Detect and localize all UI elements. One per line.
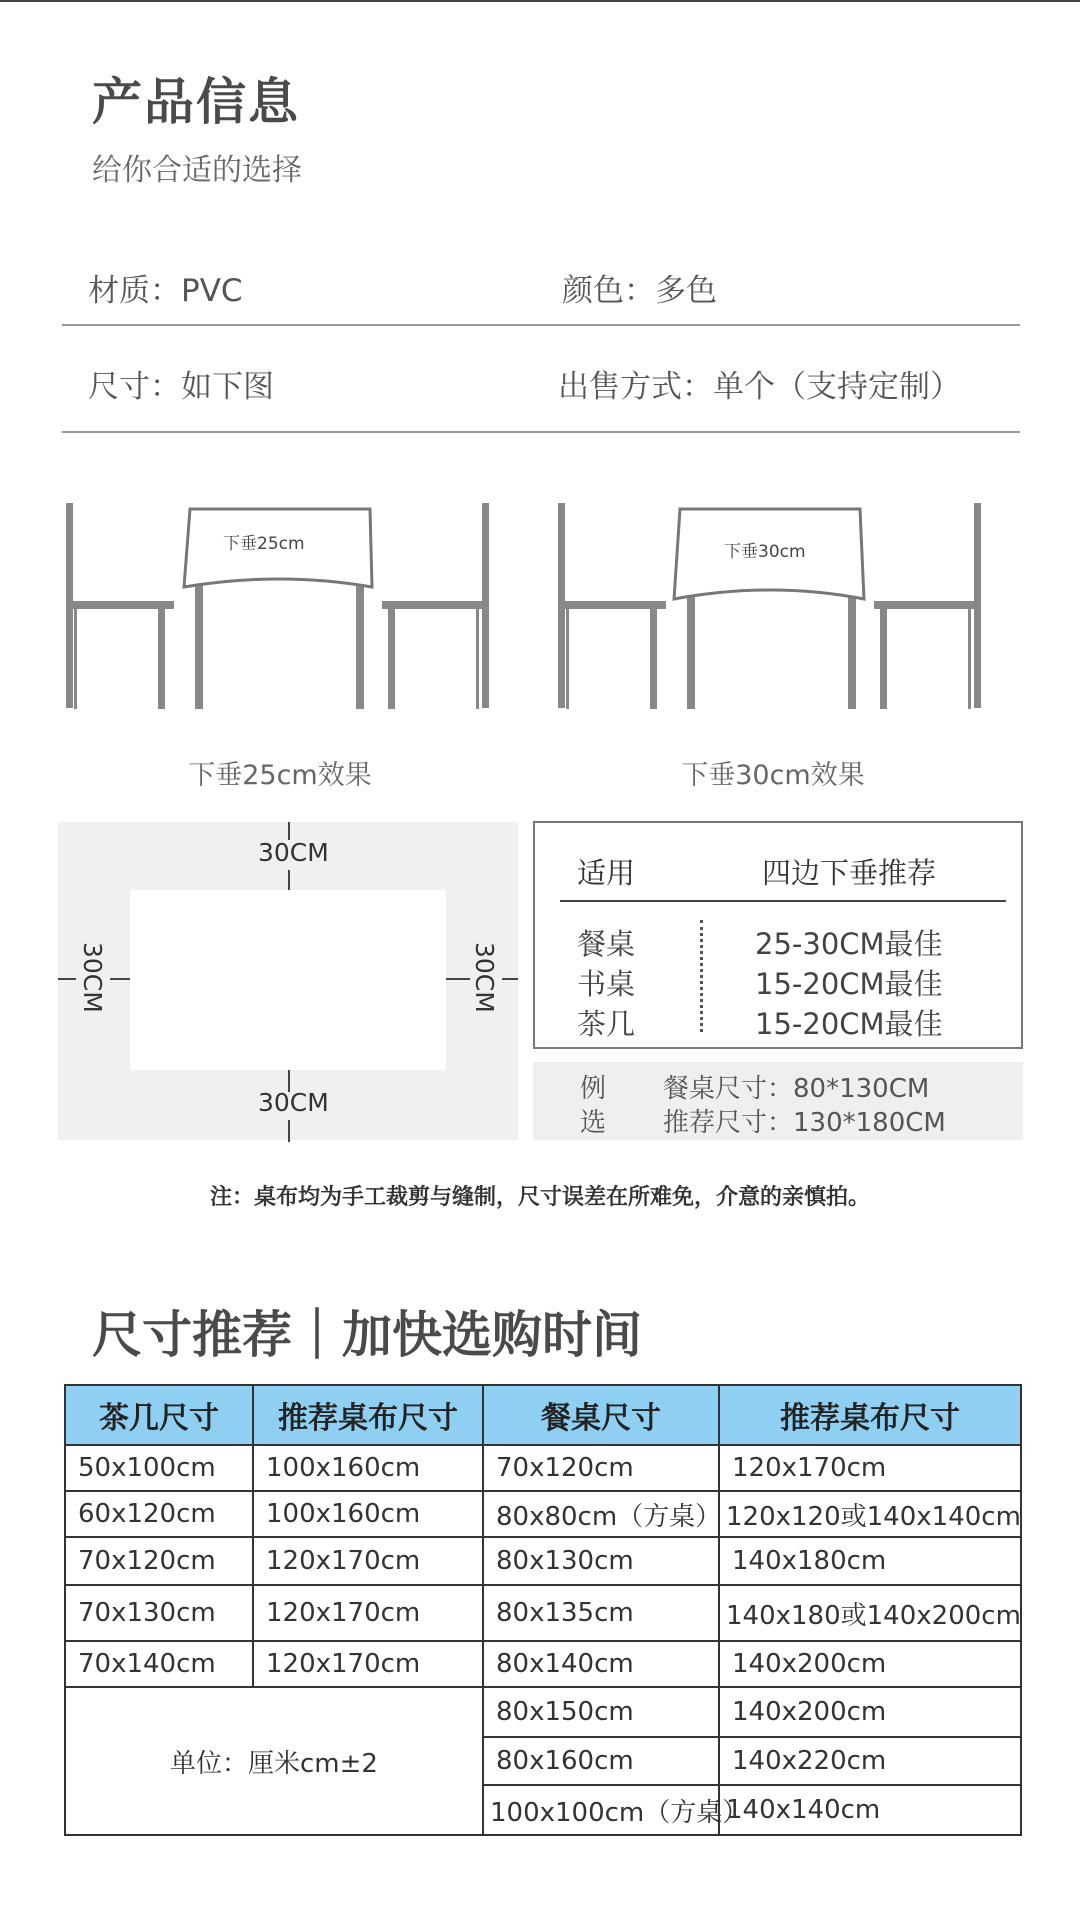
example-table-size: 餐桌尺寸：80*130CM — [663, 1074, 930, 1104]
table-row — [65, 1687, 1021, 1737]
table-cell: 70x120cm — [483, 1445, 719, 1491]
example-recommended-size: 推荐尺寸：130*180CM — [663, 1108, 946, 1138]
table-cell: 60x120cm — [65, 1491, 253, 1537]
table-cell: 140x200cm — [719, 1641, 1021, 1687]
size-table — [64, 1384, 1022, 1836]
table-cell: 140x180cm — [719, 1537, 1021, 1585]
size-info: 尺寸：如下图 — [88, 369, 274, 405]
table-cell: 140x180或140x200cm — [719, 1585, 1021, 1641]
dim-top-label: 30CM — [258, 838, 329, 867]
rec-drop-desk: 15-20CM最佳 — [755, 967, 943, 1001]
table-cell: 80x150cm — [483, 1687, 719, 1737]
page-title: 产品信息 — [92, 73, 300, 131]
table-cell: 70x130cm — [65, 1585, 253, 1641]
table-cell: 80x80cm（方桌） — [483, 1491, 719, 1537]
handmade-note: 注：桌布均为手工裁剪与缝制，尺寸误差在所难免，介意的亲慎拍。 — [209, 1185, 870, 1210]
table-cell: 80x140cm — [483, 1641, 719, 1687]
tabletop-area — [130, 890, 446, 1070]
table-row — [65, 1585, 1021, 1641]
table-row — [65, 1537, 1021, 1585]
table-cell: 120x170cm — [719, 1445, 1021, 1491]
rec-header-use: 适用 — [577, 856, 636, 890]
table-cell: 140x220cm — [719, 1737, 1021, 1785]
rec-use-dining: 餐桌 — [577, 927, 636, 961]
tick — [58, 978, 76, 980]
top-border — [0, 0, 1080, 2]
table-cell: 120x170cm — [253, 1537, 483, 1585]
section-title: 尺寸推荐｜加快选购时间 — [92, 1306, 642, 1364]
tick — [288, 1120, 290, 1142]
rec-use-coffee: 茶几 — [577, 1007, 636, 1041]
sale-info: 出售方式：单个（支持定制） — [558, 369, 961, 405]
example-label-1: 例 — [580, 1074, 607, 1104]
table-illustration-25cm — [60, 495, 500, 715]
table-cell: 140x140cm — [719, 1785, 1021, 1835]
divider — [62, 324, 1020, 326]
drop-tag: 下垂25cm — [223, 534, 305, 554]
header-recommended-size: 推荐桌布尺寸 — [253, 1385, 483, 1445]
table-cell: 100x160cm — [253, 1491, 483, 1537]
tick — [288, 870, 290, 890]
unit-note: 单位：厘米cm±2 — [65, 1687, 483, 1835]
rec-use-desk: 书桌 — [577, 967, 636, 1001]
table-cell: 80x130cm — [483, 1537, 719, 1585]
table-cell: 100x160cm — [253, 1445, 483, 1491]
header-dining-table-size: 餐桌尺寸 — [483, 1385, 719, 1445]
header-recommended-size: 推荐桌布尺寸 — [719, 1385, 1021, 1445]
table-illustration-30cm — [552, 495, 992, 715]
rec-header-drop: 四边下垂推荐 — [762, 856, 937, 890]
material-info: 材质：PVC — [88, 273, 243, 309]
table-cell: 80x135cm — [483, 1585, 719, 1641]
tick — [446, 978, 470, 980]
caption-30cm: 下垂30cm效果 — [681, 760, 865, 791]
table-cell: 70x140cm — [65, 1641, 253, 1687]
caption-25cm: 下垂25cm效果 — [188, 760, 372, 791]
example-label-2: 选 — [580, 1108, 607, 1138]
table-cell: 120x120或140x140cm — [719, 1491, 1021, 1537]
rec-drop-coffee: 15-20CM最佳 — [755, 1007, 943, 1041]
table-row — [65, 1641, 1021, 1687]
divider — [62, 431, 1020, 433]
drop-tag: 下垂30cm — [724, 542, 806, 562]
table-cell: 70x120cm — [65, 1537, 253, 1585]
dim-bottom-label: 30CM — [258, 1088, 329, 1117]
rec-divider — [560, 900, 1006, 902]
table-cell: 120x170cm — [253, 1585, 483, 1641]
tick — [502, 978, 518, 980]
table-cell: 50x100cm — [65, 1445, 253, 1491]
header-coffee-table-size: 茶几尺寸 — [65, 1385, 253, 1445]
table-cell: 140x200cm — [719, 1687, 1021, 1737]
table-row — [65, 1491, 1021, 1537]
table-cell: 120x170cm — [253, 1641, 483, 1687]
table-row — [65, 1445, 1021, 1491]
tick — [110, 978, 130, 980]
dim-right-label: 30CM — [470, 942, 499, 1013]
color-info: 颜色：多色 — [562, 273, 717, 309]
rec-dotted-divider — [700, 920, 703, 1032]
rec-drop-dining: 25-30CM最佳 — [755, 927, 943, 961]
table-cell: 100x100cm（方桌） — [483, 1785, 719, 1835]
dim-left-label: 30CM — [78, 942, 107, 1013]
table-cell: 80x160cm — [483, 1737, 719, 1785]
page-subtitle: 给你合适的选择 — [92, 153, 302, 188]
